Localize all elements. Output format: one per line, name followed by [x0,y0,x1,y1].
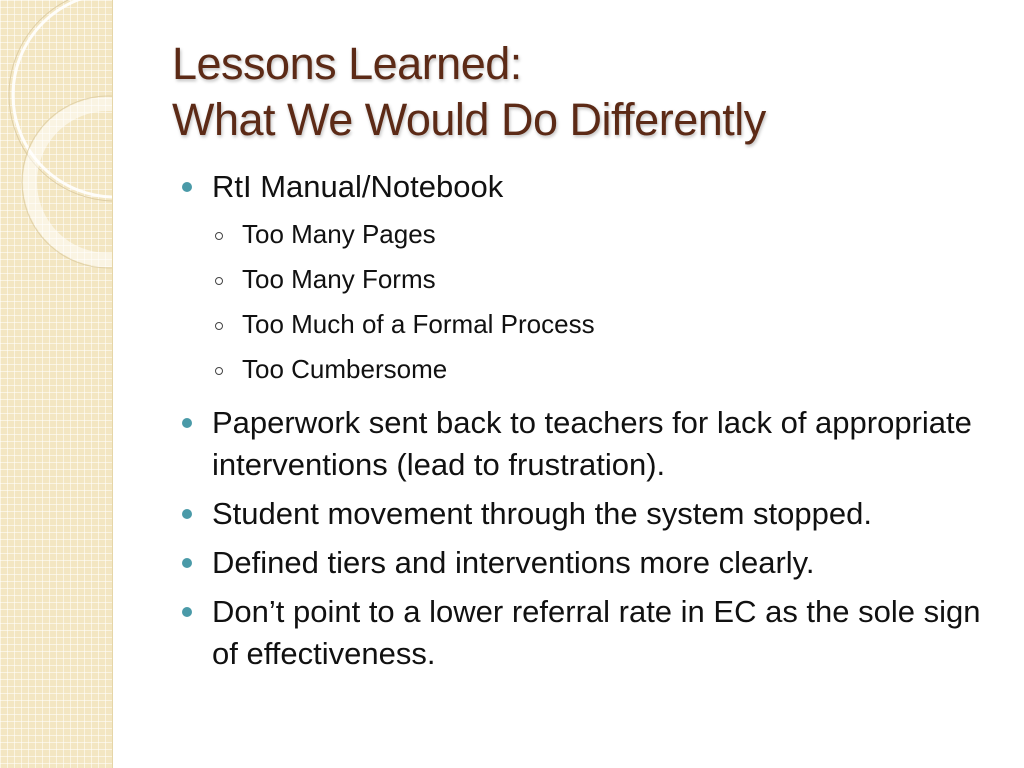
sub-bullet-text: Too Much of a Formal Process [242,309,595,339]
bullet-text: Defined tiers and interventions more clearly. [212,545,815,580]
title-line-2: What We Would Do Differently [172,94,766,145]
sub-bullet-item [212,347,1000,392]
sub-bullet-list [212,212,1000,392]
bullet-dot-icon [182,418,192,428]
bullet-item-referral-rate [180,591,1000,675]
slide-content [180,166,1000,682]
bullet-dot-icon [182,509,192,519]
decorative-rings [0,0,112,768]
bullet-dot-icon [182,607,192,617]
ring-bullet-icon [215,277,223,285]
bullet-text: Paperwork sent back to teachers for lack of appropriate interventions (lead to frustration). [212,405,972,482]
bullet-text: Student movement through the system stopped. [212,496,872,531]
title-line-1: Lessons Learned: [172,38,522,89]
bullet-item-paperwork [180,402,1000,486]
slide-title [172,36,992,148]
ring-bullet-icon [215,232,223,240]
ring-bullet-icon [215,367,223,375]
decorative-sidebar [0,0,113,768]
sub-bullet-item [212,212,1000,257]
bullet-text: Don’t point to a lower referral rate in EC as the sole sign of effectiveness. [212,594,981,671]
bullet-item-rti-manual [180,166,1000,392]
sub-bullet-text: Too Many Pages [242,219,436,249]
ring-bullet-icon [215,322,223,330]
bullet-item-defined-tiers [180,542,1000,584]
sub-bullet-item [212,257,1000,302]
bullet-list [180,166,1000,675]
sub-bullet-item [212,302,1000,347]
sub-bullet-text: Too Many Forms [242,264,436,294]
sub-bullet-text: Too Cumbersome [242,354,448,384]
bullet-dot-icon [182,182,192,192]
bullet-item-student-movement [180,493,1000,535]
bullet-dot-icon [182,558,192,568]
bullet-text: RtI Manual/Notebook [212,169,504,204]
